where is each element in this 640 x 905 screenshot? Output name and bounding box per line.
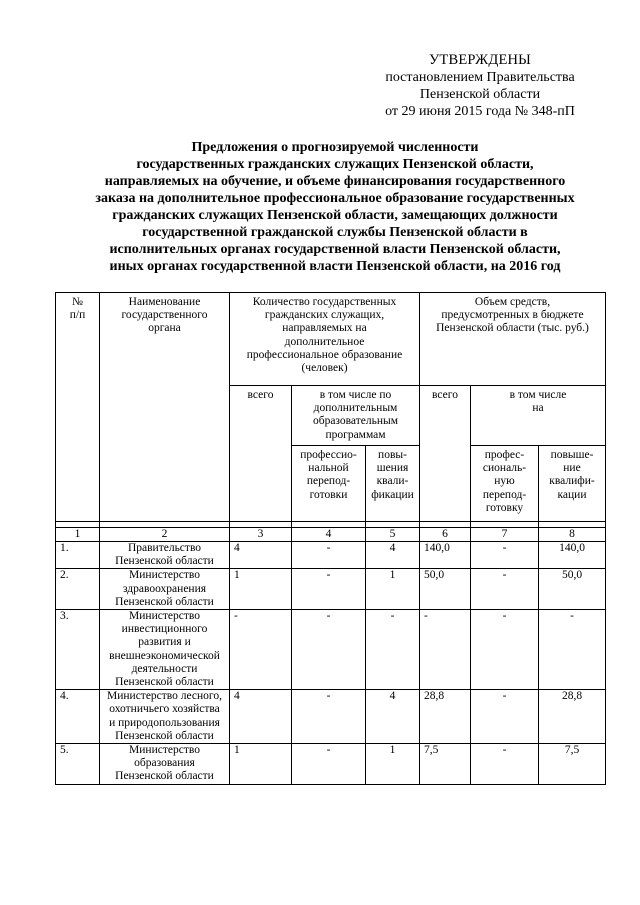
title-line: государственных гражданских служащих Пензенской области,	[136, 157, 534, 172]
title-line: исполнительных органах государственной власти Пензенской области,	[109, 242, 561, 257]
row-value: -	[292, 744, 366, 785]
approval-line-3: от 29 июня 2015 года № 348-пП	[385, 104, 575, 119]
organ-line: здравоохранения	[122, 582, 207, 595]
header-count-programs: в том числе по дополнительным образовательным программам	[292, 386, 420, 446]
row-value: 1	[366, 744, 420, 785]
header-funds: Объем средств, предусмотренных в бюджете Пензенской области (тыс. руб.)	[420, 293, 606, 386]
row-value: -	[471, 542, 539, 569]
column-number: 8	[539, 528, 606, 542]
approval-heading: УТВЕРЖДЕНЫ	[428, 52, 532, 68]
table-row	[56, 610, 606, 690]
row-number: 3.	[56, 610, 100, 690]
organ-line: Пензенской области	[115, 555, 214, 568]
row-value: 140,0	[420, 542, 471, 569]
row-value: -	[292, 690, 366, 744]
row-number: 4.	[56, 690, 100, 744]
row-value: 28,8	[420, 690, 471, 744]
column-number: 2	[100, 528, 230, 542]
title-line: направляемых на обучение, и объеме финансирования государственного	[104, 174, 566, 189]
row-value: -	[471, 744, 539, 785]
header-count-total: всего	[230, 386, 292, 522]
organ-line: и природопользования	[109, 716, 220, 729]
row-value: 4	[366, 690, 420, 744]
row-organ	[100, 610, 230, 690]
row-value: -	[471, 569, 539, 610]
row-value: 28,8	[539, 690, 606, 744]
header-retraining: профессио- нальной перепод- готовки	[292, 446, 366, 522]
row-value: 140,0	[539, 542, 606, 569]
row-value: 1	[366, 569, 420, 610]
row-value: 4	[366, 542, 420, 569]
row-value: 50,0	[420, 569, 471, 610]
column-number: 5	[366, 528, 420, 542]
organ-line: Пензенской области	[115, 595, 214, 608]
row-value: -	[292, 542, 366, 569]
row-value: 1	[230, 569, 292, 610]
title-line: гражданских служащих Пензенской области, замещающих должности	[112, 208, 558, 223]
approval-stamp	[362, 52, 598, 120]
row-organ	[100, 690, 230, 744]
training-table	[55, 292, 606, 785]
row-value: 50,0	[539, 569, 606, 610]
column-number: 4	[292, 528, 366, 542]
organ-line: внешнеэкономической	[109, 649, 220, 662]
table-row	[56, 690, 606, 744]
organ-line: Министерство лесного,	[107, 690, 222, 703]
row-value: -	[230, 610, 292, 690]
column-number: 7	[471, 528, 539, 542]
organ-line: Министерство	[129, 569, 200, 582]
organ-line: образования	[134, 757, 195, 770]
organ-line: деятельности	[131, 662, 198, 675]
table-row	[56, 542, 606, 569]
approval-line-2: Пензенской области	[419, 87, 541, 102]
row-value: -	[292, 569, 366, 610]
table-body	[56, 542, 606, 785]
organ-line: Пензенской области	[115, 770, 214, 783]
row-number: 1.	[56, 542, 100, 569]
organ-line: охотничьего хозяйства	[109, 703, 220, 716]
row-number: 2.	[56, 569, 100, 610]
header-count: Количество государственных гражданских служащих, направляемых на дополнительное профессиональное образование (человек)	[230, 293, 420, 386]
organ-line: развития и	[138, 636, 191, 649]
row-value: 1	[230, 744, 292, 785]
row-value: 7,5	[420, 744, 471, 785]
organ-line: Пензенской области	[115, 676, 214, 689]
approval-line-1: постановлением Правительства	[385, 70, 575, 85]
column-number: 1	[56, 528, 100, 542]
document-title	[72, 139, 598, 275]
header-qualification: повы- шения квали- фикации	[366, 446, 420, 522]
row-value: -	[471, 610, 539, 690]
row-value: 4	[230, 690, 292, 744]
row-value: -	[539, 610, 606, 690]
organ-line: Министерство	[129, 610, 200, 623]
organ-line: Пензенской области	[115, 729, 214, 742]
row-value: -	[366, 610, 420, 690]
row-organ	[100, 744, 230, 785]
row-value: -	[420, 610, 471, 690]
header-number: № п/п	[56, 293, 100, 522]
row-value: 7,5	[539, 744, 606, 785]
header-funds-incl: в том числе на	[471, 386, 606, 446]
header-organ: Наименование государственного органа	[100, 293, 230, 522]
organ-line: Правительство	[127, 542, 202, 554]
row-value: -	[292, 610, 366, 690]
table-row	[56, 744, 606, 785]
column-number: 6	[420, 528, 471, 542]
row-value: -	[471, 690, 539, 744]
organ-line: инвестиционного	[121, 623, 208, 636]
column-number-row	[56, 528, 606, 542]
title-line: иных органах государственной власти Пензенской области, на 2016 год	[109, 259, 561, 274]
title-line: Предложения о прогнозируемой численности	[191, 140, 479, 155]
row-number: 5.	[56, 744, 100, 785]
table-row	[56, 569, 606, 610]
organ-line: Министерство	[129, 744, 200, 757]
column-number: 3	[230, 528, 292, 542]
header-funds-total: всего	[420, 386, 471, 522]
header-qualification-funds: повыше- ние квалифи- кации	[539, 446, 606, 522]
title-line: государственной гражданской службы Пензенской области в	[142, 225, 528, 240]
header-retraining-funds: профес- сиональ- ную перепод- готовку	[471, 446, 539, 522]
row-organ	[100, 569, 230, 610]
title-line: заказа на дополнительное профессиональное образование государственных	[95, 191, 575, 206]
row-organ	[100, 542, 230, 569]
row-value: 4	[230, 542, 292, 569]
